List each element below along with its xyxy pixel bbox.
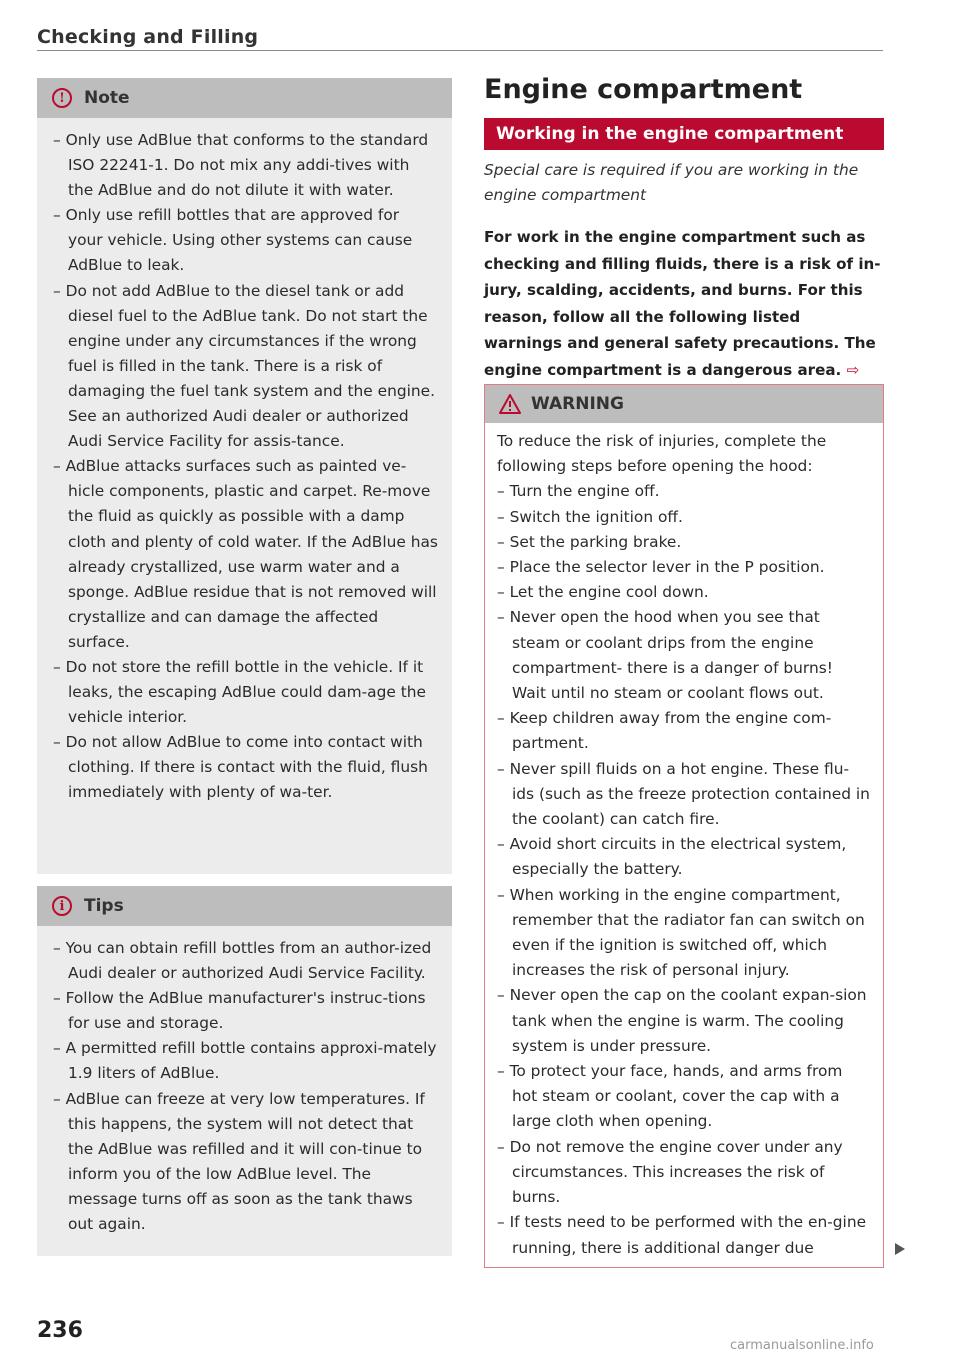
- warning-triangle-icon: [499, 394, 521, 414]
- tips-box: [37, 886, 452, 1256]
- note-item: – Only use refill bottles that are approved for your vehicle. Using other systems can cause AdBlue to leak.: [53, 206, 413, 275]
- tips-info-icon: i: [52, 896, 72, 916]
- section-subtitle: Working in the engine compartment: [496, 124, 844, 144]
- note-item: – AdBlue attacks surfaces such as painted ve-hicle components, plastic and carpet. Re-move the fluid as quickly as possible with a damp cloth and plenty of cold water. If the AdBlue has already crystallized, use warm water and a sponge. AdBlue residue that is not removed will crystallize and can damage the affected surface.: [53, 457, 438, 651]
- warning-item: – Place the selector lever in the P position.: [497, 558, 825, 577]
- warning-reference-link[interactable]: ⇨: [846, 360, 860, 379]
- warning-list: [497, 479, 871, 1260]
- warning-item: – Let the engine cool down.: [497, 583, 709, 602]
- tips-item: – You can obtain refill bottles from an author-ized Audi dealer or authorized Audi Service Facility.: [53, 939, 432, 983]
- note-item: – Only use AdBlue that conforms to the standard ISO 22241-1. Do not mix any addi-tives with the AdBlue and do not dilute it with water.: [53, 131, 429, 200]
- safety-paragraph: [484, 224, 882, 410]
- warning-intro: To reduce the risk of injuries, complete the following steps before opening the hood:: [497, 432, 827, 476]
- tips-header: [37, 886, 452, 926]
- warning-item: – To protect your face, hands, and arms from hot steam or coolant, cover the cap with a large cloth when opening.: [497, 1062, 843, 1131]
- warning-item: – Never open the cap on the coolant expan-sion tank when the engine is warm. The cooling system is under pressure.: [497, 986, 867, 1055]
- page-header-title: Checking and Filling: [37, 26, 259, 48]
- header-divider: [37, 50, 883, 51]
- section-intro: Special care is required if you are working in the engine compartment: [484, 161, 859, 204]
- warning-item: – Do not remove the engine cover under any circumstances. This increases the risk of burns.: [497, 1137, 843, 1207]
- warning-header: [485, 385, 883, 423]
- continue-arrow-icon: [895, 1243, 905, 1255]
- section-subtitle-bar: [484, 118, 884, 150]
- warning-item: – Never open the hood when you see that steam or coolant drips from the engine compartment- there is a danger of burns! Wait until no steam or coolant flows out.: [497, 608, 833, 703]
- warning-item: – Never spill fluids on a hot engine. These flu-ids (such as the freeze protection contained in the coolant) can catch fire.: [497, 759, 870, 829]
- note-item: – Do not allow AdBlue to come into contact with clothing. If there is contact with the fluid, flush immediately with plenty of wa-ter.: [53, 733, 428, 802]
- warning-item: – Set the parking brake.: [497, 532, 682, 551]
- watermark: carmanualsonline.info: [730, 1338, 874, 1353]
- tips-list: [37, 926, 452, 1237]
- warning-item: – Keep children away from the engine com-partment.: [497, 709, 832, 753]
- warning-box: [484, 384, 884, 1268]
- note-list: [37, 118, 452, 806]
- warning-item: – Avoid short circuits in the electrical system, especially the battery.: [497, 835, 847, 879]
- tips-item: – Follow the AdBlue manufacturer's instruc-tions for use and storage.: [53, 989, 426, 1033]
- note-item: – Do not add AdBlue to the diesel tank or add diesel fuel to the AdBlue tank. Do not start the engine under any circumstances if the wrong fuel is filled in the tank. There is a risk of damaging the fuel tank system and the engine. See an authorized Audi dealer or authorized Audi Service Facility for assis-tance.: [53, 281, 435, 451]
- warning-item: – When working in the engine compartment, remember that the radiator fan can switch on even if the ignition is switched off, which increases the risk of personal injury.: [497, 885, 865, 980]
- section-title: Engine compartment: [484, 74, 803, 105]
- warning-title: WARNING: [531, 394, 624, 414]
- safety-paragraph-text: For work in the engine compartment such as checking and filling fluids, there is a risk of in-jury, scalding, accidents, and burns. For this reason, follow all the following listed warnings and general safety precautions. The engine compartment is a dangerous area.: [484, 228, 881, 379]
- note-box: [37, 78, 452, 874]
- note-header: [37, 78, 452, 118]
- warning-item: – Turn the engine off.: [497, 482, 660, 501]
- tips-item: – A permitted refill bottle contains approxi-mately 1.9 liters of AdBlue.: [53, 1039, 437, 1083]
- warning-item: – Switch the ignition off.: [497, 507, 683, 526]
- tips-item: – AdBlue can freeze at very low temperatures. If this happens, the system will not detect that the AdBlue was refilled and it will con-tinue to inform you of the low AdBlue level. The message turns off as soon as the tank thaws out again.: [53, 1089, 425, 1234]
- tips-title: Tips: [84, 896, 124, 916]
- warning-item: – If tests need to be performed with the en-gine running, there is additional danger due: [497, 1213, 867, 1257]
- page-number: 236: [37, 1318, 83, 1343]
- note-item: – Do not store the refill bottle in the vehicle. If it leaks, the escaping AdBlue could dam-age the vehicle interior.: [53, 657, 426, 727]
- note-exclamation-icon: !: [52, 88, 72, 108]
- warning-body: [485, 423, 883, 1261]
- note-title: Note: [84, 88, 130, 108]
